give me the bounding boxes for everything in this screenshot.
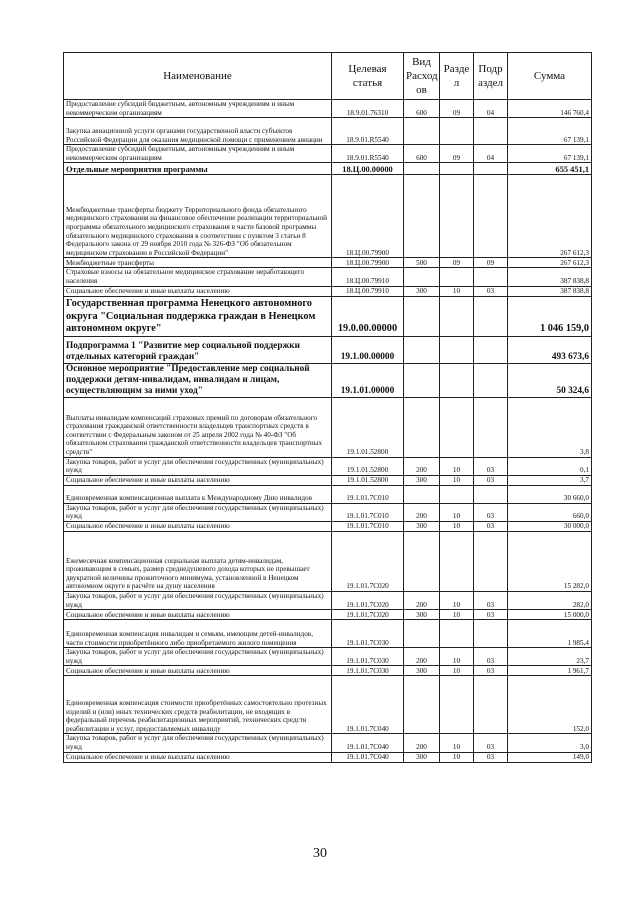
table-row [64,363,592,397]
cell-sum: 387 838,8 [508,286,592,296]
cell-podrazdel [474,118,508,145]
cell-name: Единовременная компенсация стоимости приобретённых самостоятельно протезных изделий и (или) иных технических средств реабилитации, не входящих в федеральный перечень реабилитационных мероприятий, технических средств реабилитации и услуг, предоставляемых инвалиду [64,676,332,734]
cell-razdel: 09 [440,145,474,163]
cell-podrazdel [474,336,508,363]
cell-vid: 200 [404,648,440,666]
table-row [64,296,592,336]
cell-name: Государственная программа Ненецкого автономного округа "Социальная поддержка граждан в Ненецком автономном округе" [64,296,332,336]
cell-podrazdel [474,485,508,503]
cell-sum: 282,0 [508,591,592,609]
cell-razdel: 10 [440,591,474,609]
cell-podrazdel: 03 [474,503,508,521]
table-row [64,591,592,609]
cell-name: Социальное обеспечение и иные выплаты населению [64,610,332,620]
cell-vid: 300 [404,475,440,485]
cell-vid: 600 [404,145,440,163]
table-row [64,734,592,752]
header-name: Наименование [64,53,332,100]
table-row [64,503,592,521]
cell-razdel: 10 [440,610,474,620]
cell-vid: 600 [404,100,440,118]
cell-vid: 300 [404,666,440,676]
cell-name: Единовременная компенсационная выплата к Международному Дню инвалидов [64,485,332,503]
header-podrazdel: Подр аздел [474,53,508,100]
table-row [64,175,592,258]
cell-name: Страховые взносы на обязательное медицинское страхование неработающего населения [64,268,332,286]
cell-vid: 200 [404,591,440,609]
cell-podrazdel [474,175,508,258]
table-row [64,397,592,457]
cell-target: 19.1.01.52800 [332,475,404,485]
cell-name: Закупка товаров, работ и услуг для обеспечения государственных (муниципальных) нужд [64,503,332,521]
cell-razdel [440,118,474,145]
cell-vid: 500 [404,258,440,268]
cell-sum: 3,0 [508,734,592,752]
cell-vid: 300 [404,286,440,296]
cell-podrazdel: 03 [474,591,508,609]
cell-vid [404,118,440,145]
cell-sum: 0,1 [508,457,592,475]
cell-sum: 1 046 159,0 [508,296,592,336]
cell-razdel [440,676,474,734]
cell-target: 19.1.01.7С030 [332,620,404,648]
cell-razdel: 10 [440,666,474,676]
cell-razdel [440,620,474,648]
cell-vid: 200 [404,457,440,475]
cell-target: 19.1.01.7С020 [332,531,404,591]
cell-razdel: 10 [440,475,474,485]
cell-razdel: 10 [440,734,474,752]
cell-podrazdel: 03 [474,457,508,475]
cell-vid [404,336,440,363]
cell-razdel [440,397,474,457]
cell-vid: 200 [404,734,440,752]
table-row [64,752,592,762]
cell-target: 18.Ц.00.79900 [332,175,404,258]
table-row [64,610,592,620]
cell-vid [404,676,440,734]
cell-target: 19.1.01.7С040 [332,752,404,762]
cell-name: Социальное обеспечение и иные выплаты населению [64,752,332,762]
header-target: Целевая статья [332,53,404,100]
cell-target: 18.9.01.76310 [332,100,404,118]
table-row [64,485,592,503]
cell-target: 19.1.01.7С030 [332,648,404,666]
cell-sum: 660,0 [508,503,592,521]
cell-vid [404,397,440,457]
cell-target: 18.Ц.00.00000 [332,163,404,175]
table-row [64,531,592,591]
cell-target: 19.0.00.00000 [332,296,404,336]
cell-podrazdel [474,296,508,336]
cell-target: 18.Ц.00.79900 [332,258,404,268]
cell-target: 19.1.01.7С020 [332,610,404,620]
cell-target: 19.1.01.7С020 [332,591,404,609]
cell-target: 19.1.01.7С040 [332,676,404,734]
cell-target: 19.1.01.7С010 [332,485,404,503]
table-row [64,286,592,296]
cell-name: Выплаты инвалидам компенсаций страховых премий по договорам обязательного страхования гражданской ответственности владельцев транспортных средств в соответствии с Федеральным законом от 25 апреля 2002 года № 40-ФЗ "Об обязательном страховании гражданской ответственности владельцев транспортных средств" [64,397,332,457]
cell-name: Единовременная компенсация инвалидам и семьям, имеющим детей-инвалидов, части стоимости приобретённого либо приобретаемого жилого помещения [64,620,332,648]
table-row [64,648,592,666]
cell-vid [404,268,440,286]
cell-name: Подпрограмма 1 "Развитие мер социальной поддержки отдельных категорий граждан" [64,336,332,363]
table-row [64,666,592,676]
cell-target: 19.1.01.7С040 [332,734,404,752]
page-number: 30 [313,846,327,861]
header-sum: Сумма [508,53,592,100]
cell-name: Социальное обеспечение и иные выплаты населению [64,521,332,531]
cell-razdel: 10 [440,503,474,521]
cell-podrazdel: 09 [474,258,508,268]
cell-target: 19.1.01.00000 [332,363,404,397]
cell-sum: 15 282,0 [508,531,592,591]
cell-razdel [440,163,474,175]
cell-target: 19.1.01.7С010 [332,521,404,531]
cell-sum: 493 673,6 [508,336,592,363]
cell-podrazdel [474,531,508,591]
cell-podrazdel: 03 [474,666,508,676]
cell-name: Социальное обеспечение и иные выплаты населению [64,286,332,296]
cell-vid: 300 [404,610,440,620]
cell-podrazdel [474,676,508,734]
cell-name: Отдельные мероприятия программы [64,163,332,175]
cell-name: Предоставление субсидий бюджетным, автономным учреждениям и иным некоммерческим организациям [64,100,332,118]
cell-name: Предоставление субсидий бюджетным, автономным учреждениям и иным некоммерческим организациям [64,145,332,163]
cell-vid [404,620,440,648]
cell-name: Межбюджетные трансферты [64,258,332,268]
cell-target: 18.9.01.R5540 [332,145,404,163]
cell-sum: 267 612,3 [508,258,592,268]
cell-vid: 300 [404,521,440,531]
table-row [64,457,592,475]
cell-sum: 267 612,3 [508,175,592,258]
cell-razdel: 10 [440,752,474,762]
cell-razdel: 09 [440,100,474,118]
cell-sum: 1 961,7 [508,666,592,676]
cell-name: Закупка товаров, работ и услуг для обеспечения государственных (муниципальных) нужд [64,457,332,475]
header-razdel: Разде л [440,53,474,100]
cell-sum: 152,0 [508,676,592,734]
table-row [64,336,592,363]
cell-sum: 15 000,0 [508,610,592,620]
cell-vid [404,485,440,503]
cell-sum: 67 139,1 [508,118,592,145]
table-row [64,258,592,268]
cell-vid: 200 [404,503,440,521]
cell-sum: 67 139,1 [508,145,592,163]
table-row [64,521,592,531]
cell-podrazdel: 04 [474,145,508,163]
table-row [64,118,592,145]
cell-target: 18.Ц.00.79910 [332,268,404,286]
cell-razdel [440,268,474,286]
cell-razdel: 10 [440,286,474,296]
cell-sum: 146 760,4 [508,100,592,118]
cell-podrazdel [474,163,508,175]
budget-table [63,52,592,763]
table-row [64,145,592,163]
header-vid: Вид Расход ов [404,53,440,100]
cell-razdel: 10 [440,521,474,531]
cell-sum: 30 660,0 [508,485,592,503]
cell-name: Закупка товаров, работ и услуг для обеспечения государственных (муниципальных) нужд [64,648,332,666]
cell-podrazdel: 04 [474,100,508,118]
cell-name: Основное мероприятие "Предоставление мер социальной поддержки детям-инвалидам, инвалидам и лицам, осуществляющим за ними уход" [64,363,332,397]
cell-name: Межбюджетные трансферты бюджету Территориального фонда обязательного медицинского страхования на финансовое обеспечение реализации территориальной программы обязательного медицинского страхования в части базовой программы обязательного медицинского страхования в соответствии с пунктом 3 статьи 8 Федерального закона от 29 ноября 2010 года № 326-ФЗ "Об обязательном медицинском страховании в Российской Федерации" [64,175,332,258]
cell-podrazdel [474,268,508,286]
table-header [64,53,592,100]
cell-razdel: 10 [440,648,474,666]
cell-podrazdel: 03 [474,475,508,485]
cell-sum: 3,8 [508,397,592,457]
cell-razdel [440,485,474,503]
table-row [64,620,592,648]
cell-razdel [440,336,474,363]
cell-podrazdel [474,397,508,457]
table-body [64,100,592,763]
cell-name: Социальное обеспечение и иные выплаты населению [64,666,332,676]
cell-target: 19.1.01.52800 [332,457,404,475]
cell-podrazdel: 03 [474,648,508,666]
cell-sum: 30 000,0 [508,521,592,531]
cell-razdel [440,363,474,397]
cell-razdel: 09 [440,258,474,268]
cell-target: 18.Ц.00.79910 [332,286,404,296]
cell-razdel: 10 [440,457,474,475]
cell-sum: 387 838,8 [508,268,592,286]
cell-sum: 149,0 [508,752,592,762]
cell-target: 19.1.01.7С010 [332,503,404,521]
cell-podrazdel: 03 [474,734,508,752]
cell-name: Закупка товаров, работ и услуг для обеспечения государственных (муниципальных) нужд [64,591,332,609]
cell-sum: 655 451,1 [508,163,592,175]
cell-target: 18.9.01.R5540 [332,118,404,145]
cell-target: 19.1.00.00000 [332,336,404,363]
cell-sum: 3,7 [508,475,592,485]
cell-target: 19.1.01.7С030 [332,666,404,676]
cell-vid [404,175,440,258]
cell-vid [404,531,440,591]
cell-razdel [440,175,474,258]
cell-vid: 300 [404,752,440,762]
cell-podrazdel: 03 [474,752,508,762]
table-row [64,676,592,734]
cell-razdel [440,296,474,336]
cell-sum: 1 985,4 [508,620,592,648]
cell-vid [404,296,440,336]
cell-name: Закупка товаров, работ и услуг для обеспечения государственных (муниципальных) нужд [64,734,332,752]
cell-razdel [440,531,474,591]
cell-vid [404,363,440,397]
cell-name: Закупка авиационной услуги органами государственной власти субъектов Российской Федерации для оказания медицинской помощи с применением авиации [64,118,332,145]
table-row [64,100,592,118]
cell-target: 19.1.01.52800 [332,397,404,457]
table-row [64,163,592,175]
cell-podrazdel [474,363,508,397]
cell-podrazdel: 03 [474,286,508,296]
cell-podrazdel: 03 [474,521,508,531]
cell-podrazdel [474,620,508,648]
cell-sum: 50 324,6 [508,363,592,397]
table-row [64,268,592,286]
table-row [64,475,592,485]
cell-podrazdel: 03 [474,610,508,620]
cell-name: Ежемесячная компенсационная социальная выплата детям-инвалидам, проживающим в семьях, размер среднедушевого дохода которых не превышает двукратной величины прожиточного минимума, установленной в Ненецком автономном округе в расчёте на душу населения [64,531,332,591]
cell-vid [404,163,440,175]
cell-sum: 23,7 [508,648,592,666]
cell-name: Социальное обеспечение и иные выплаты населению [64,475,332,485]
